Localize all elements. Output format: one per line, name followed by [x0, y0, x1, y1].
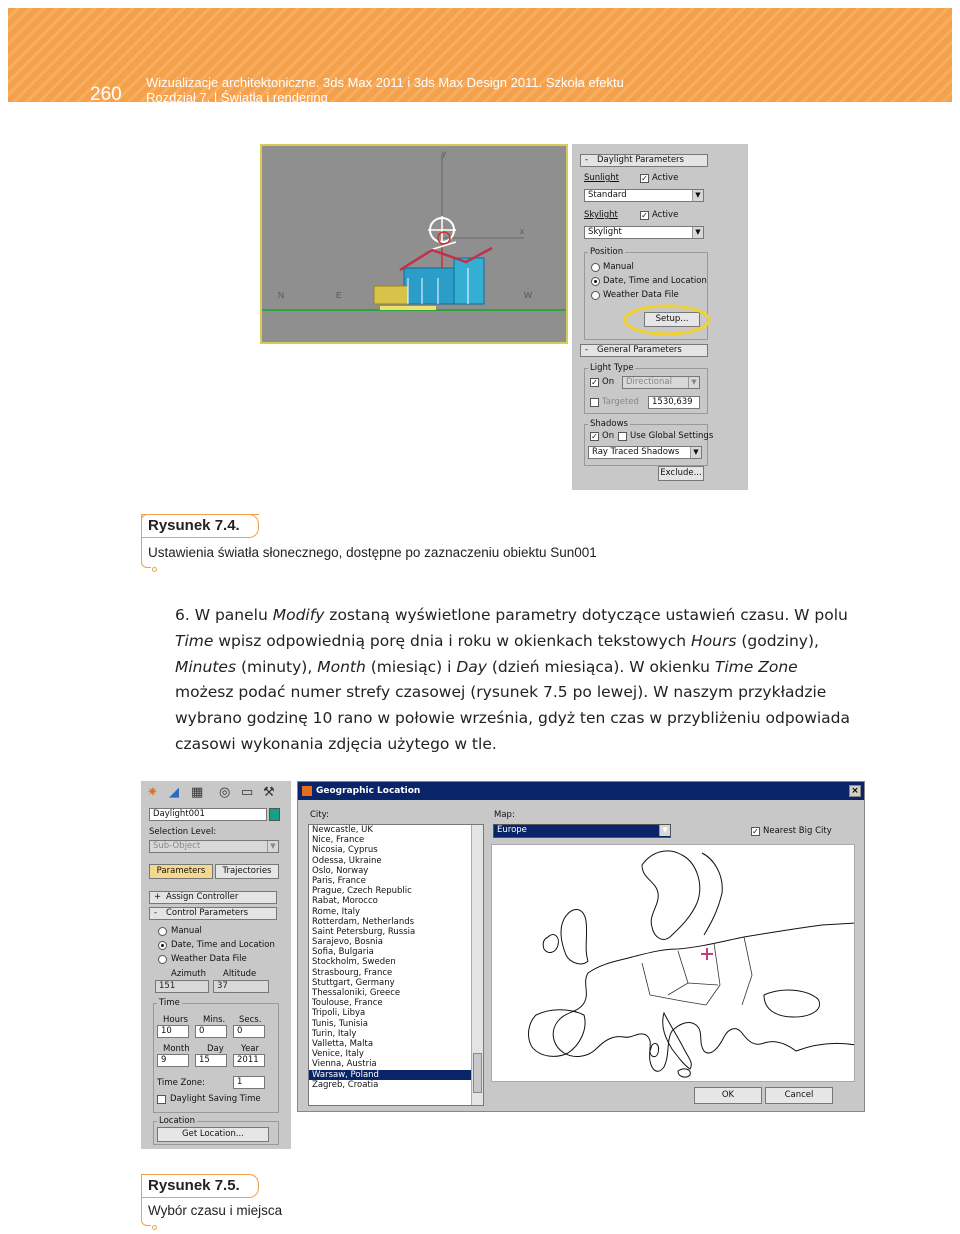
- day-spinner[interactable]: 15: [195, 1054, 227, 1067]
- position-weather-radio[interactable]: [158, 955, 167, 964]
- sunlight-label: Sunlight: [584, 173, 620, 183]
- assign-controller-rollout[interactable]: + Assign Controller: [149, 891, 277, 904]
- page-header-band: [8, 8, 952, 105]
- sub-object-value: Sub-Object: [153, 841, 201, 851]
- skylight-type-select[interactable]: [584, 226, 704, 239]
- para-term-modify: Modify: [272, 606, 325, 624]
- city-list-item[interactable]: Venice, Italy: [312, 1049, 364, 1060]
- setup-button[interactable]: Setup...: [644, 312, 700, 327]
- daylight-parameters-rollout[interactable]: - Daylight Parameters: [580, 154, 708, 167]
- city-list[interactable]: [308, 824, 484, 1106]
- day-label: Day: [207, 1044, 224, 1054]
- skylight-type-value: Skylight: [588, 227, 622, 237]
- para-term-month: Month: [317, 657, 366, 676]
- caption-dot: [152, 567, 157, 572]
- sardinia-outline: [650, 1043, 659, 1056]
- city-list-item[interactable]: Odessa, Ukraine: [312, 855, 382, 866]
- city-list-item[interactable]: Paris, France: [312, 875, 366, 886]
- light-type-value: Directional: [626, 377, 672, 387]
- hierarchy-icon[interactable]: ▦: [191, 785, 204, 800]
- motion-icon[interactable]: ◎: [219, 785, 231, 800]
- dialog-title-bar: [298, 782, 864, 800]
- get-location-button[interactable]: Get Location...: [157, 1127, 269, 1142]
- daylight-saving-label: Daylight Saving Time: [170, 1094, 261, 1104]
- axis-x-label: x: [520, 226, 525, 236]
- map-label: Map:: [494, 810, 515, 820]
- scandinavia-outline: [642, 851, 700, 939]
- altitude-label: Altitude: [223, 969, 257, 979]
- book-title: Wizualizacje architektoniczne. 3ds Max 2011 i 3ds Max Design 2011. Szkoła efektu: [146, 75, 624, 90]
- month-label: Month: [163, 1044, 190, 1054]
- city-list-item[interactable]: Prague, Czech Republic: [312, 886, 412, 897]
- targeted-label: Targeted: [602, 397, 639, 407]
- city-list-item[interactable]: Saint Petersburg, Russia: [312, 926, 416, 937]
- light-on-checkbox[interactable]: ✓: [591, 378, 598, 387]
- city-list-item[interactable]: Tripoli, Libya: [312, 1008, 366, 1019]
- light-on-label: On: [602, 377, 615, 387]
- compass-e-label: E: [336, 290, 342, 300]
- ireland-outline: [543, 935, 558, 953]
- altitude-field[interactable]: 37: [213, 980, 269, 993]
- position-date-time-radio[interactable]: [158, 941, 167, 950]
- sunlight-type-value: Standard: [588, 190, 627, 200]
- country-borders: [642, 937, 752, 1005]
- para-term-day: Day: [456, 657, 487, 676]
- page-number: 260: [90, 84, 122, 105]
- map-select[interactable]: [493, 824, 671, 838]
- position-date-time-label: Date, Time and Location: [603, 276, 707, 286]
- city-list-item[interactable]: Rome, Italy: [312, 906, 361, 917]
- shadow-type-value: Ray Traced Shadows: [592, 447, 680, 457]
- nearest-big-city-label: Nearest Big City: [763, 826, 832, 836]
- object-color-swatch[interactable]: [269, 808, 280, 821]
- secs-label: Secs.: [239, 1015, 262, 1025]
- para-term-time-zone: Time Zone: [714, 657, 798, 676]
- time-zone-spinner[interactable]: 1: [233, 1076, 265, 1089]
- italy-outline: [663, 1013, 692, 1069]
- city-list-item[interactable]: Zagreb, Croatia: [312, 1079, 379, 1090]
- iberia-outline: [529, 1010, 586, 1057]
- geographic-location-dialog: [297, 781, 865, 1112]
- tab-parameters[interactable]: Parameters: [149, 864, 213, 879]
- nearest-big-city-checkbox[interactable]: ✓: [752, 827, 759, 836]
- chapter-title: Rozdział 7. | Światła i rendering: [146, 90, 328, 105]
- object-name-field[interactable]: Daylight001: [149, 808, 267, 821]
- chevron-down-icon: ▼: [659, 825, 670, 836]
- position-manual-label: Manual: [171, 926, 202, 936]
- skylight-active-label: Active: [652, 210, 679, 220]
- mins-label: Mins.: [203, 1015, 226, 1025]
- sunlight-type-select[interactable]: [584, 189, 704, 202]
- para-text: możesz podać numer strefy czasowej (rysunek 7.5 po lewej). W naszym przykładzie wybrano godzinę 10 rano w połowie września, gdyż ten czas w przybliżeniu odpowiada czasowi wykonania zdjęcia użytego w tle.: [175, 683, 851, 753]
- light-type-select[interactable]: [622, 376, 700, 389]
- britain-outline: [561, 909, 588, 963]
- figure-7-5-title: Rysunek 7.5.: [148, 1177, 240, 1194]
- city-list-item[interactable]: Turin, Italy: [312, 1028, 357, 1039]
- europe-map-outline: [492, 845, 855, 1082]
- position-weather-label: Weather Data File: [603, 290, 679, 300]
- figure-7-5-caption: Wybór czasu i miejsca: [148, 1203, 283, 1218]
- command-panel-toolbar: [145, 784, 285, 802]
- mainland-europe-outline: [553, 923, 855, 1071]
- black-sea-outline: [764, 990, 820, 1017]
- compass-w-label: W: [524, 290, 533, 300]
- city-list-item[interactable]: Stockholm, Sweden: [312, 957, 396, 968]
- light-type-group-label: Light Type: [590, 363, 634, 373]
- utilities-icon[interactable]: ⚒: [263, 785, 275, 800]
- city-list-item[interactable]: Nice, France: [312, 835, 365, 846]
- chevron-down-icon: ▼: [692, 190, 703, 201]
- position-date-time-label: Date, Time and Location: [171, 940, 275, 950]
- daylight-parameters-title: Daylight Parameters: [597, 155, 684, 165]
- hours-spinner[interactable]: 10: [157, 1025, 189, 1038]
- para-text: zostaną wyświetlone parametry dotyczące ustawień czasu. W polu: [324, 606, 848, 624]
- exclude-button[interactable]: Exclude...: [658, 466, 704, 481]
- skylight-active-checkbox[interactable]: ✓: [641, 211, 648, 220]
- control-parameters-rollout[interactable]: - Control Parameters: [149, 907, 277, 920]
- close-icon[interactable]: ×: [849, 785, 861, 797]
- europe-map[interactable]: [491, 844, 855, 1082]
- time-zone-label: Time Zone:: [157, 1078, 206, 1088]
- position-manual-radio[interactable]: [591, 263, 600, 272]
- hours-label: Hours: [163, 1015, 188, 1025]
- compass-n-label: N: [278, 290, 285, 300]
- para-text: (dzień miesiąca). W okienku: [486, 657, 715, 676]
- city-list-item[interactable]: Rotterdam, Netherlands: [312, 916, 415, 927]
- daylight-saving-checkbox[interactable]: [157, 1095, 166, 1104]
- viewport-render[interactable]: [260, 144, 568, 344]
- cancel-button[interactable]: Cancel: [765, 1087, 833, 1104]
- city-list-items: [309, 825, 483, 1090]
- para-text: (minuty),: [236, 657, 318, 676]
- sub-object-select[interactable]: [149, 840, 279, 853]
- position-manual-radio[interactable]: [158, 927, 167, 936]
- city-list-item[interactable]: Oslo, Norway: [312, 865, 369, 876]
- month-spinner[interactable]: 9: [157, 1054, 189, 1067]
- general-parameters-title: General Parameters: [597, 345, 682, 355]
- chevron-down-icon: ▼: [692, 227, 703, 238]
- city-list-item[interactable]: Toulouse, France: [312, 998, 383, 1009]
- para-text: 6. W panelu: [175, 606, 273, 624]
- sunlight-active-checkbox[interactable]: ✓: [641, 174, 648, 183]
- year-spinner[interactable]: 2011: [233, 1054, 265, 1067]
- city-label: City:: [310, 810, 329, 820]
- setup-highlight-ring: [622, 302, 712, 338]
- azimuth-label: Azimuth: [171, 969, 207, 979]
- city-list-scrollbar[interactable]: [471, 825, 483, 1105]
- axis-y-label: y: [442, 148, 447, 158]
- figure-7-4-title: Rysunek 7.4.: [148, 517, 240, 534]
- modify-icon[interactable]: ◢: [169, 785, 179, 800]
- location-group-label: Location: [159, 1116, 195, 1126]
- position-weather-label: Weather Data File: [171, 954, 247, 964]
- ok-button[interactable]: OK: [694, 1087, 762, 1104]
- city-list-item[interactable]: Valletta, Malta: [312, 1038, 374, 1049]
- chevron-down-icon: ▼: [690, 447, 701, 458]
- para-text: (miesiąc) i: [365, 657, 457, 676]
- city-list-item[interactable]: Warsaw, Poland: [309, 1070, 483, 1080]
- skylight-label: Skylight: [584, 210, 618, 220]
- app-icon: [302, 786, 312, 796]
- finland-outline: [702, 853, 722, 935]
- caption-dot: [152, 1225, 157, 1230]
- use-global-settings-checkbox[interactable]: [618, 432, 627, 441]
- display-icon[interactable]: ▭: [241, 785, 254, 800]
- azimuth-field[interactable]: 151: [155, 980, 209, 993]
- instruction-paragraph: [175, 603, 855, 758]
- daylight-rollout-panel: [572, 144, 748, 490]
- shadows-group-label: Shadows: [590, 419, 628, 429]
- city-list-item[interactable]: Sofia, Bulgaria: [312, 947, 374, 958]
- year-label: Year: [241, 1044, 259, 1054]
- shadows-on-label: On: [602, 431, 615, 441]
- para-text: (godziny),: [736, 631, 819, 650]
- map-select-value: Europe: [497, 825, 527, 835]
- dialog-title: Geographic Location: [316, 786, 421, 796]
- sicily-outline: [678, 1069, 690, 1077]
- city-list-item[interactable]: Stuttgart, Germany: [312, 977, 395, 988]
- shadow-type-select[interactable]: [588, 446, 702, 459]
- city-list-item[interactable]: Rabat, Morocco: [312, 896, 378, 907]
- time-group-label: Time: [159, 998, 180, 1008]
- create-icon[interactable]: ✷: [147, 785, 158, 800]
- use-global-settings-label: Use Global Settings: [630, 431, 714, 441]
- targeted-checkbox[interactable]: [590, 398, 599, 407]
- scrollbar-thumb[interactable]: [473, 1053, 482, 1093]
- city-marker: [701, 948, 713, 960]
- position-group-label: Position: [590, 247, 624, 257]
- selection-level-label: Selection Level:: [149, 827, 217, 837]
- city-list-item[interactable]: Vienna, Austria: [312, 1059, 377, 1070]
- city-list-item[interactable]: Nicosia, Cyprus: [312, 845, 378, 856]
- mins-spinner[interactable]: 0: [195, 1025, 227, 1038]
- assign-controller-title: Assign Controller: [166, 892, 239, 902]
- figure-7-4-caption: Ustawienia światła słonecznego, dostępne po zaznaczeniu obiektu Sun001: [148, 545, 597, 560]
- general-parameters-rollout[interactable]: - General Parameters: [580, 344, 708, 357]
- para-term-time: Time: [175, 631, 214, 650]
- modify-panel: [141, 781, 291, 1149]
- control-parameters-title: Control Parameters: [166, 908, 249, 918]
- chevron-down-icon: ▼: [267, 841, 278, 852]
- viewport-scene: [262, 146, 566, 342]
- para-text: wpisz odpowiednią porę dnia i roku w okienkach tekstowych: [213, 631, 691, 650]
- targeted-distance-field[interactable]: 1530,639: [648, 396, 700, 409]
- secs-spinner[interactable]: 0: [233, 1025, 265, 1038]
- position-date-time-radio[interactable]: [591, 277, 600, 286]
- city-list-item[interactable]: Sarajevo, Bosnia: [312, 937, 383, 948]
- para-term-hours: Hours: [690, 631, 737, 650]
- para-term-minutes: Minutes: [175, 657, 237, 676]
- sunlight-active-label: Active: [652, 173, 679, 183]
- building-block: [404, 268, 454, 304]
- position-weather-radio[interactable]: [591, 291, 600, 300]
- city-list-item[interactable]: Newcastle, UK: [312, 825, 373, 835]
- position-manual-label: Manual: [603, 262, 634, 272]
- shadows-on-checkbox[interactable]: ✓: [591, 432, 598, 441]
- city-list-item[interactable]: Tunis, Tunisia: [312, 1018, 368, 1029]
- chevron-down-icon: ▼: [688, 377, 699, 388]
- tab-trajectories[interactable]: Trajectories: [215, 864, 279, 879]
- city-list-item[interactable]: Strasbourg, France: [312, 967, 393, 978]
- city-list-item[interactable]: Thessaloniki, Greece: [312, 988, 401, 998]
